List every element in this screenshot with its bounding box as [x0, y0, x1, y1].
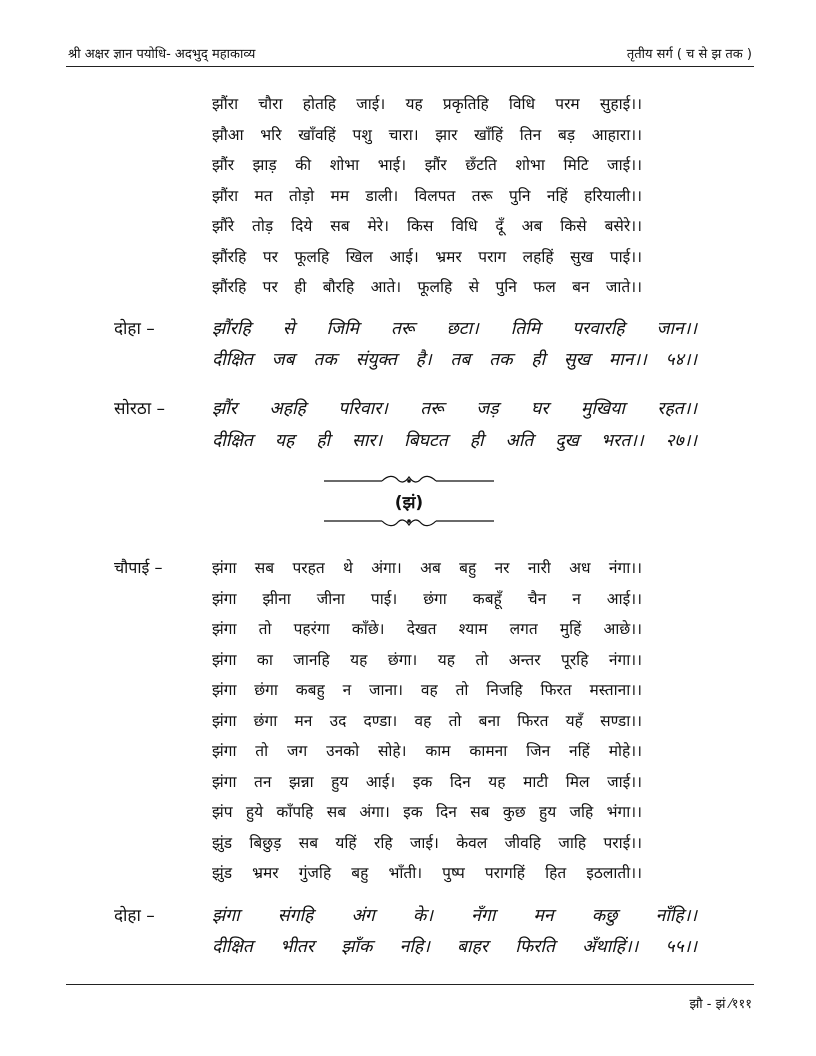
verse-line: झंगा तन झन्ना हुय आई। इक दिन यह माटी मिल जाई।।	[212, 773, 642, 791]
verse-line: झौआ भरि खाँवहिं पशु चारा। झार खाँहिं तिन बड़ आहारा।।	[212, 126, 642, 144]
chaupai-label: चौपाई –	[114, 558, 163, 577]
verse-line: झंगा छंगा मन उद दण्डा। वह तो बना फिरत यहँ सण्डा।।	[212, 712, 642, 730]
doha-line: दीक्षित भीतर झाँक नहि। बाहर फिरति अँथाहिं।। ५५।।	[212, 937, 697, 957]
doha-line: झौंरहि से जिमि तरू छटा। तिमि परवारहि जान।।	[212, 319, 697, 339]
doha-label: दोहा –	[114, 319, 155, 339]
verse-line: झौंरे तोड़ दिये सब मेरे। किस विधि दूँ अब किसे बसेरे।।	[212, 217, 642, 235]
section-heading: (झं)	[394, 493, 424, 513]
verse-line: झंगा झीना जीना पाई। छंगा कबहूँ चैन न आई।।	[212, 590, 642, 608]
verse-line: झौंरहि पर फूलहि खिल आई। भ्रमर पराग लहहिं सुख पाई।।	[212, 248, 642, 266]
verse-line: झौंरा मत तोड़ो मम डाली। विलपत तरू पुनि नहिं हरियाली।।	[212, 187, 642, 205]
soratha-line: झौंर अहहि परिवार। तरू जड़ घर मुखिया रहत।।	[212, 399, 697, 419]
verse-line: झौंर झाड़ की शोभा भाई। झौंर छँटति शोभा मिटि जाई।।	[212, 156, 642, 174]
verse-line: झंगा का जानहि यह छंगा। यह तो अन्तर पूरहि नंगा।।	[212, 651, 642, 669]
ornament-divider-bottom	[324, 514, 494, 528]
doha-line: दीक्षित जब तक संयुक्त है। तब तक ही सुख मान।। ५४।।	[212, 350, 697, 370]
page-number: झौ - झं ⁄१११	[689, 997, 752, 1012]
verse-line: झौंरा चौरा होतहि जाई। यह प्रकृतिहि विधि परम सुहाई।।	[212, 95, 642, 113]
verse-line: झंगा छंगा कबहु न जाना। वह तो निजहि फिरत मस्ताना।।	[212, 681, 642, 699]
doha-label: दोहा –	[114, 906, 155, 926]
verse-line: झुंड भ्रमर गुंजहि बहु भाँती। पुष्प परागहिं हित इठलाती।।	[212, 864, 642, 882]
verse-line: झंप हुये काँपहि सब अंगा। इक दिन सब कुछ हुय जहि भंगा।।	[212, 803, 642, 821]
verse-line: झंगा तो जग उनको सोहे। काम कामना जिन नहिं मोहे।।	[212, 742, 642, 760]
soratha-label: सोरठा –	[114, 399, 166, 419]
header-rule	[66, 66, 754, 67]
verse-line: झंगा सब परहत थे अंगा। अब बहु नर नारी अध नंगा।।	[212, 559, 642, 577]
footer-rule	[66, 984, 754, 985]
page-header	[68, 40, 752, 64]
verse-line: झंगा तो पहरंगा काँछे। देखत श्याम लगत मुहिं आछे।।	[212, 620, 642, 638]
doha-line: झंगा संगहि अंग के। नँगा मन कछु नाँहि।।	[212, 906, 697, 926]
soratha-line: दीक्षित यह ही सार। बिघटत ही अति दुख भरत।। २७।।	[212, 431, 697, 451]
verse-line: झुंड बिछुड़ सब यहिं रहि जाई। केवल जीवहि जाहि पराई।।	[212, 834, 642, 852]
book-title: श्री अक्षर ज्ञान पयोधि- अदभुद् महाकाव्य	[68, 47, 256, 62]
ornament-divider-top	[324, 472, 494, 486]
chapter-title: तृतीय सर्ग ( च से झ तक )	[626, 47, 752, 62]
verse-line: झौंरहि पर ही बौरहि आते। फूलहि से पुनि फल बन जाते।।	[212, 278, 642, 296]
